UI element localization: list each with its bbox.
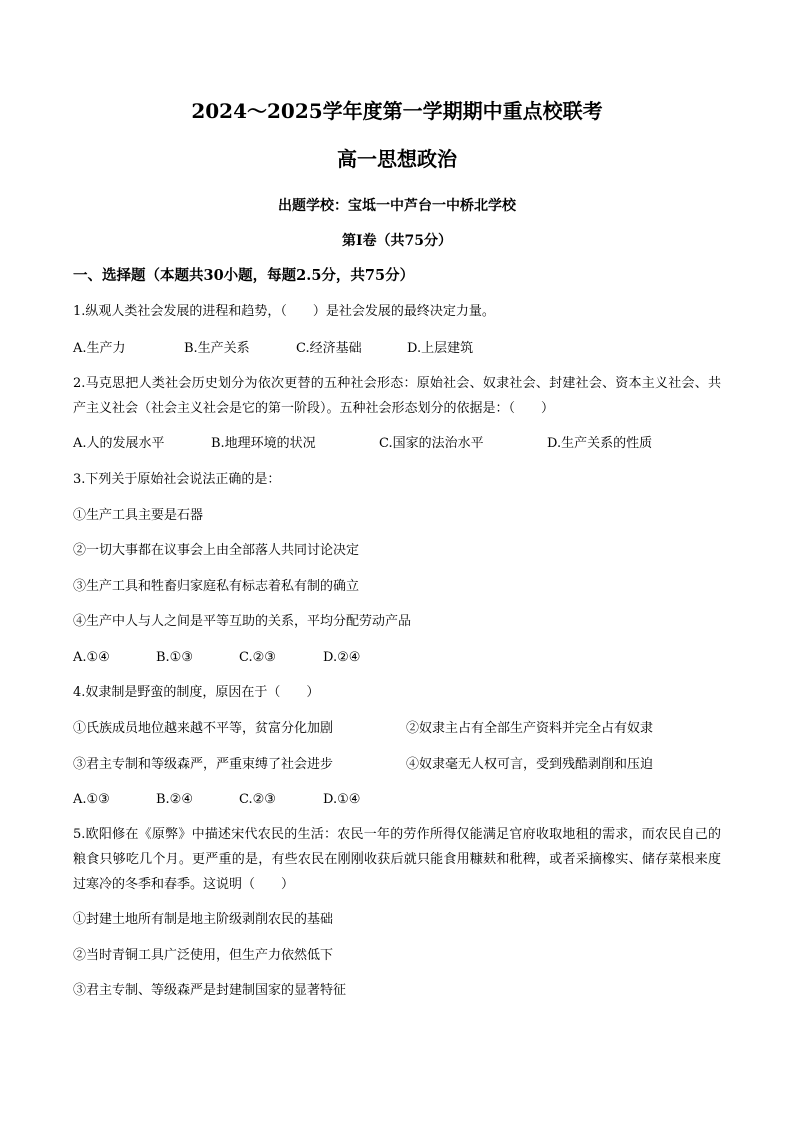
- option-d: D.上层建筑: [407, 341, 474, 356]
- question-4-item-3: ③君主专制和等级森严，严重束缚了社会进步: [73, 757, 334, 772]
- question-3-item-1: ①生产工具主要是石器: [73, 508, 204, 523]
- question-3-stem: 3.下列关于原始社会说法正确的是：: [73, 472, 281, 487]
- question-5-item-1: ①封建土地所有制是地主阶级剥削农民的基础: [73, 912, 334, 927]
- option-b: B.①③: [156, 650, 193, 665]
- option-d: D.①④: [323, 792, 361, 807]
- question-4-item-1: ①氏族成员地位越来越不平等，贫富分化加剧: [73, 721, 334, 736]
- option-d: D.生产关系的性质: [547, 436, 653, 451]
- question-2-stem: 2.马克思把人类社会历史划分为依次更替的五种社会形态：原始社会、奴隶社会、封建社会、资本主义社会、共产主义社会（社会主义社会是它的第一阶段）。五种社会形态划分的依据是：（ ）: [73, 376, 721, 416]
- question-5-stem: 5.欧阳修在《原弊》中描述宋代农民的生活：农民一年的劳作所得仅能满足官府收取地租的需求，而农民自己的粮食只够吃几个月。更严重的是，有些农民在刚刚收获后就只能食用糠麸和秕稗，或者采摘橡实、储存菜根来度过寒冷的冬季和春季。这说明（ ）: [73, 827, 721, 892]
- option-c: C.国家的法治水平: [379, 436, 484, 451]
- question-1-stem: 1.纵观人类社会发展的进程和趋势，（ ）是社会发展的最终决定力量。: [73, 304, 495, 319]
- option-c: C.②③: [239, 650, 276, 665]
- option-b: B.生产关系: [184, 341, 250, 356]
- option-a: A.生产力: [73, 341, 126, 356]
- option-b: B.地理环境的状况: [211, 436, 316, 451]
- option-c: C.经济基础: [296, 341, 362, 356]
- question-4-item-4: ④奴隶毫无人权可言，受到残酷剥削和压迫: [406, 757, 654, 772]
- question-4-stem: 4.奴隶制是野蛮的制度，原因在于（ ）: [73, 685, 320, 700]
- option-c: C.②③: [239, 792, 276, 807]
- option-a: A.人的发展水平: [73, 436, 165, 451]
- option-b: B.②④: [156, 792, 193, 807]
- question-5-item-3: ③君主专制、等级森严是封建制国家的显著特征: [73, 983, 347, 998]
- exam-title: 2024～2025学年度第一学期期中重点校联考: [191, 99, 603, 123]
- setter-schools: 出题学校：宝坻一中芦台一中桥北学校: [278, 198, 516, 214]
- option-d: D.②④: [323, 650, 361, 665]
- question-3-item-2: ②一切大事都在议事会上由全部落人共同讨论决定: [73, 543, 360, 558]
- question-4-item-2: ②奴隶主占有全部生产资料并完全占有奴隶: [406, 721, 654, 736]
- option-a: A.①③: [73, 792, 110, 807]
- question-3-item-4: ④生产中人与人之间是平等互助的关系，平均分配劳动产品: [73, 614, 412, 629]
- option-a: A.①④: [73, 650, 110, 665]
- exam-subject: 高一思想政治: [337, 147, 457, 171]
- question-5-item-2: ②当时青铜工具广泛使用，但生产力依然低下: [73, 948, 334, 963]
- volume-heading: 第Ⅰ卷（共75分）: [341, 233, 453, 249]
- section-heading: 一、选择题（本题共30小题，每题2.5分，共75分）: [73, 267, 415, 284]
- question-3-item-3: ③生产工具和牲畜归家庭私有标志着私有制的确立: [73, 579, 360, 594]
